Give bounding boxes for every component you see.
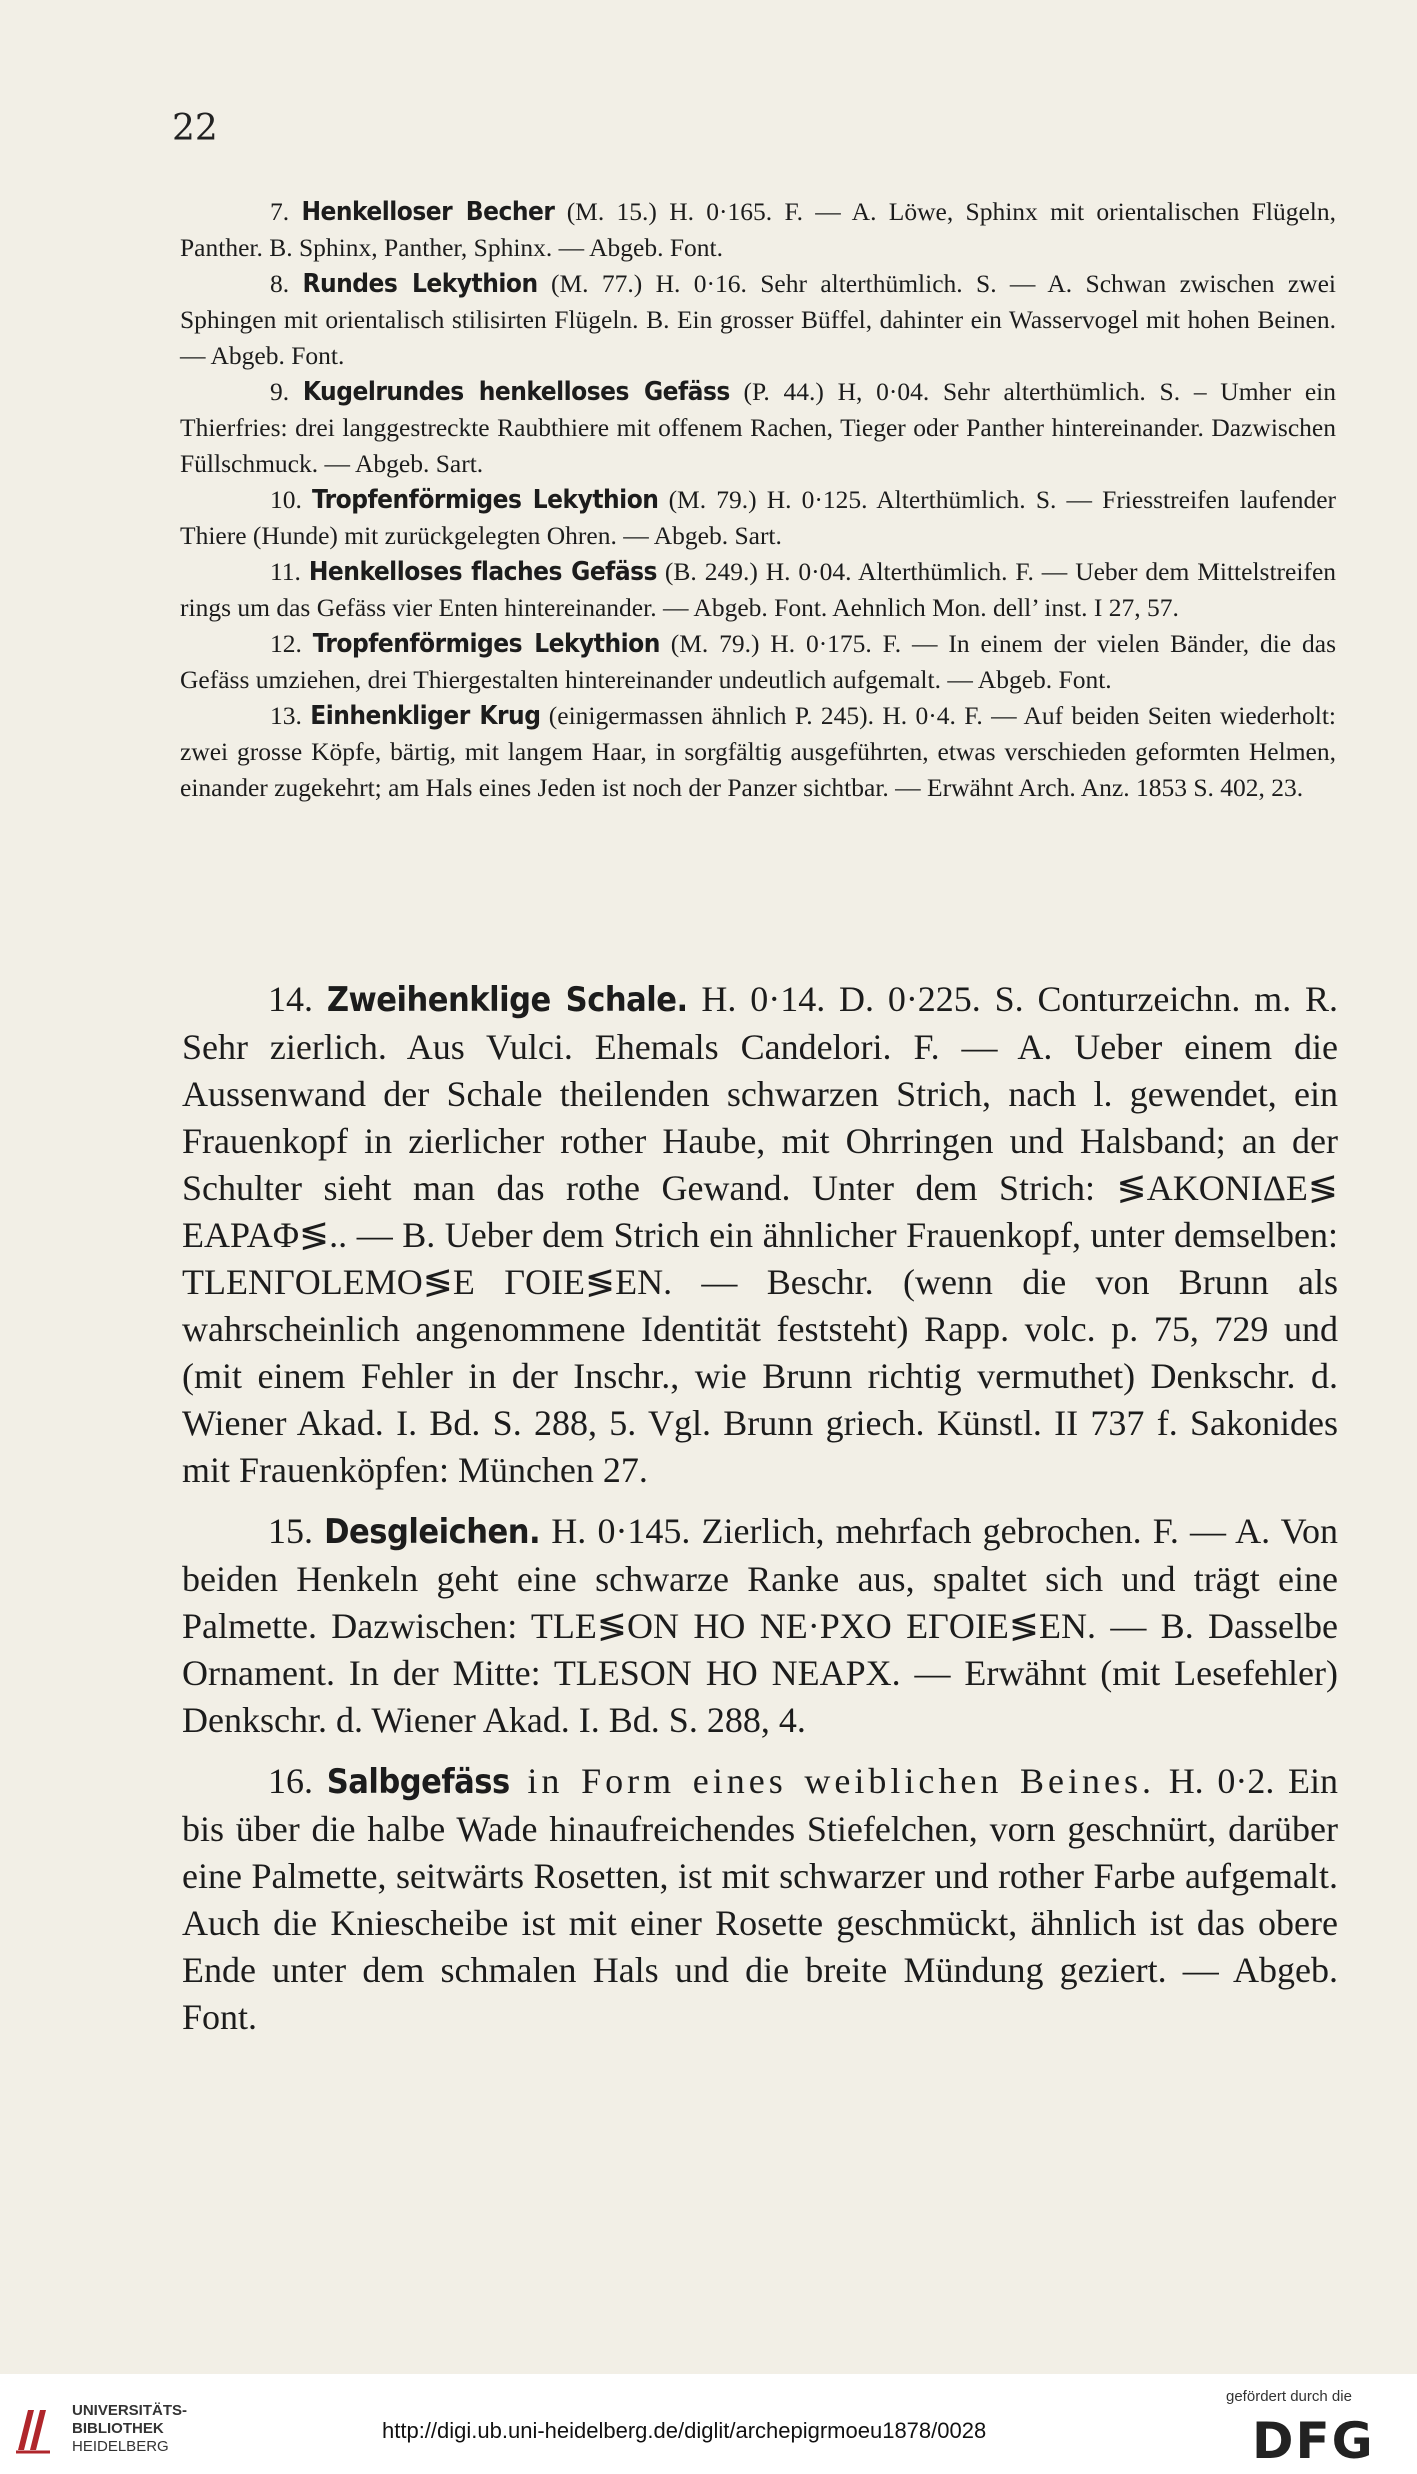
entry-number: 7. — [270, 197, 290, 226]
library-line-2: BIBLIOTHEK — [72, 2420, 164, 2437]
entry-title: Salbgefäss — [326, 1762, 510, 1802]
entry-number: 12. — [270, 629, 302, 658]
entry-title: Tropfenförmiges Lekythion — [312, 629, 660, 659]
entry-spaced-text: in Form eines weiblichen Beines. — [509, 1761, 1156, 1801]
entry-title: Tropfenförmiges Lekythion — [312, 485, 659, 515]
entry-text: (M. 79.) H. 0·125. Alterthümlich. S. — Friesstreifen laufender Thiere (Hunde) mit zurückgelegten Ohren. — Abgeb. Sart. — [180, 485, 1337, 550]
catalog-entry-16 — [182, 1758, 1338, 2041]
catalog-entry-12 — [180, 626, 1336, 698]
entry-title: Kugelrundes henkelloses Gefäss — [302, 377, 730, 407]
catalog-entry-7 — [180, 194, 1336, 266]
dfg-logo: DFG — [1252, 2412, 1375, 2470]
catalog-large-entries — [182, 976, 1338, 2041]
entry-number: 8. — [270, 269, 290, 298]
entry-number: 9. — [270, 377, 290, 406]
catalog-entry-13 — [180, 698, 1336, 806]
entry-title: Desgleichen. — [324, 1512, 541, 1552]
catalog-entry-8 — [180, 266, 1336, 374]
entry-text: (M. 77.) H. 0·16. Sehr alterthümlich. S. — A. Schwan zwischen zwei Sphingen mit orientalisch stilisirten Flügeln. B. Ein grosser Büffel, dahinter ein Wasservogel mit hohen Beinen. — Abgeb. Font. — [180, 269, 1336, 370]
entry-text: (M. 15.) H. 0·165. F. — A. Löwe, Sphinx mit orientalischen Flügeln, Panther. B. Sphinx, Panther, Sphinx. — Abgeb. Font. — [180, 197, 1337, 262]
source-url-link[interactable]: http://digi.ub.uni-heidelberg.de/diglit/archepigrmoeu1878/0028 — [382, 2418, 987, 2443]
entry-title: Rundes Lekythion — [302, 269, 538, 299]
catalog-entry-11 — [180, 554, 1336, 626]
entry-title: Einhenkliger Krug — [310, 701, 541, 731]
digitization-footer — [0, 2374, 1417, 2474]
entry-number: 14. — [268, 979, 313, 1019]
entry-title: Henkelloser Becher — [301, 197, 555, 227]
university-library-logo-icon — [14, 2404, 54, 2456]
catalog-entry-9 — [180, 374, 1336, 482]
university-library-name — [72, 2402, 187, 2456]
entry-title: Henkelloses flaches Gefäss — [308, 557, 657, 587]
catalog-entry-10 — [180, 482, 1336, 554]
library-line-3: HEIDELBERG — [72, 2438, 169, 2455]
entry-text: (M. 79.) H. 0·175. F. — In einem der vielen Bänder, die das Gefäss umziehen, drei Thiergestalten hintereinander undeutlich aufgemalt. — Abgeb. Font. — [180, 629, 1336, 694]
entry-number: 15. — [268, 1511, 313, 1551]
catalog-small-entries — [180, 194, 1336, 806]
catalog-entry-15 — [182, 1508, 1338, 1744]
entry-text: H. 0·2. Ein bis über die halbe Wade hinaufreichendes Stiefelchen, vorn geschnürt, darüber eine Palmette, seitwärts Rosetten, ist mit schwarzer und rother Farbe aufgemalt. Auch die Kniescheibe ist mit einer Rosette geschmückt, ähnlich ist das obere Ende unter dem schmalen Hals und die breite Mündung geziert. — Abgeb. Font. — [182, 1761, 1339, 2037]
funder-caption: gefördert durch die — [1226, 2388, 1352, 2405]
entry-text: (B. 249.) H. 0·04. Alterthümlich. F. — Ueber dem Mittelstreifen rings um das Gefäss vier Enten hintereinander. — Abgeb. Font. Aehnlich Mon. dell’ inst. I 27, 57. — [180, 557, 1337, 622]
entry-text: H. 0·14. D. 0·225. S. Conturzeichn. m. R. Sehr zierlich. Aus Vulci. Ehemals Candelori. F. — A. Ueber einem die Aussenwand der Schale theilenden schwarzen Strich, nach l. gewendet, ein Frauenkopf in zierlicher rother Haube, mit Ohrringen und Halsband; an der Schulter sieht man das rothe Gewand. Unter dem Strich: ≶AKONIΔE≶ EAPAΦ≶.. — B. Ueber dem Strich ein ähnlicher Frauenkopf, unter demselben: TLENΓOLEMO≶E ΓOIE≶EN. — Beschr. (wenn die von Brunn als wahrscheinlich angenommene Identität feststeht) Rapp. volc. p. 75, 729 und (mit einem Fehler in der Inschr., wie Brunn richtig vermuthet) Denkschr. d. Wiener Akad. I. Bd. S. 288, 5. Vgl. Brunn griech. Künstl. II 737 f. Sakonides mit Frauenköpfen: München 27. — [182, 979, 1339, 1490]
entry-title: Zweihenklige Schale. — [326, 980, 688, 1020]
entry-number: 11. — [270, 557, 301, 586]
catalog-entry-14 — [182, 976, 1338, 1494]
entry-number: 10. — [270, 485, 302, 514]
entry-text: (einigermassen ähnlich P. 245). H. 0·4. F. — Auf beiden Seiten wiederholt: zwei grosse Köpfe, bärtig, mit langem Haar, in sorgfältig ausgeführten, etwas verschieden geformten Helmen, einander zugekehrt; am Hals eines Jeden ist noch der Panzer sichtbar. — Erwähnt Arch. Anz. 1853 S. 402, 23. — [180, 701, 1336, 802]
entry-text: H. 0·145. Zierlich, mehrfach gebrochen. F. — A. Von beiden Henkeln geht eine schwarze Ranke aus, spaltet sich und trägt eine Palmette. Dazwischen: TLE≶ON HO NE·PXO EΓOIE≶EN. — B. Dasselbe Ornament. In der Mitte: TLESON HO NEAPX. — Erwähnt (mit Lesefehler) Denkschr. d. Wiener Akad. I. Bd. S. 288, 4. — [182, 1511, 1339, 1740]
entry-text: (P. 44.) H, 0·04. Sehr alterthümlich. S. – Umher ein Thierfries: drei langgestreckte Raubthiere mit offenem Rachen, Tieger oder Panther hintereinander. Dazwischen Füllschmuck. — Abgeb. Sart. — [180, 377, 1337, 478]
entry-number: 16. — [268, 1761, 313, 1801]
page-number: 22 — [172, 108, 218, 149]
library-line-1: UNIVERSITÄTS- — [72, 2402, 188, 2419]
entry-number: 13. — [270, 701, 302, 730]
